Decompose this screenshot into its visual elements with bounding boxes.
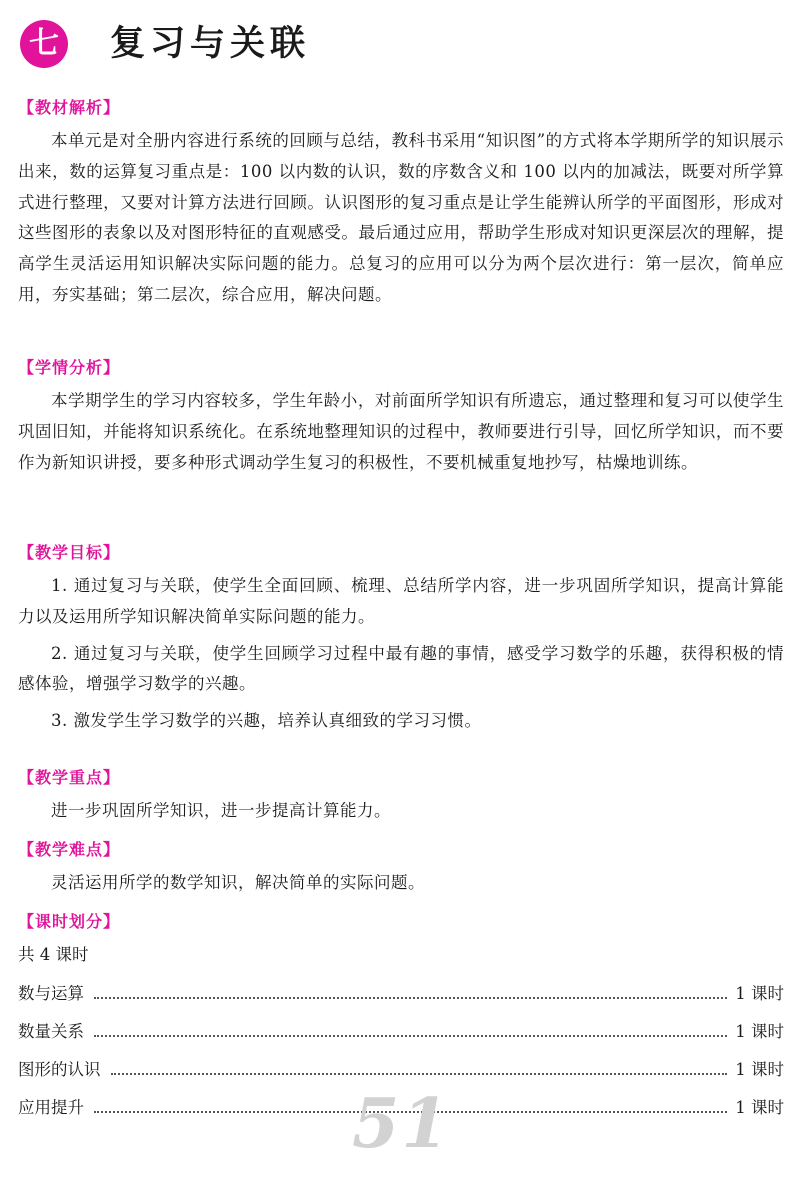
dot-leader [111,1073,728,1075]
schedule-row [18,1060,784,1080]
section-student-analysis [18,356,784,478]
section-difficulties [18,838,784,899]
section-heading: 【教学难点】 [18,840,121,859]
goal-item: 3. 激发学生学习数学的兴趣，培养认真细致的学习习惯。 [51,711,482,731]
schedule-row-hours: 1 课时 [735,1060,784,1079]
chapter-title: 复习与关联 [110,24,311,64]
section-key-points [18,766,784,827]
section-textbook-analysis [18,96,784,311]
schedule-row-hours: 1 课时 [735,1022,784,1041]
section-teaching-goals [18,541,784,737]
schedule-row-title: 数量关系 [18,1022,84,1041]
dot-leader [94,997,727,999]
schedule-row [18,1022,784,1042]
schedule-row-title: 应用提升 [18,1098,84,1117]
section-paragraph: 灵活运用所学的数学知识，解决简单的实际问题。 [51,873,425,892]
schedule-row-title: 图形的认识 [18,1060,101,1079]
goal-item: 2. 通过复习与关联，使学生回顾学习过程中最有趣的事情，感受学习数学的乐趣，获得积极的情感体验，增强学习数学的兴趣。 [18,643,784,694]
schedule-row-hours: 1 课时 [735,1098,784,1117]
schedule-row-title: 数与运算 [18,984,84,1003]
chapter-header [20,16,780,70]
dot-leader [94,1035,727,1037]
section-paragraph: 本单元是对全册内容进行系统的回顾与总结，教科书采用“知识图”的方式将本学期所学的知识展示出来，数的运算复习重点是：100 以内数的认识，数的序数含义和 100 以内的加减法，既要对所学算式进行整理，又要对计算方法进行回顾。认识图形的复习重点是让学生能辨认所学的平面图形，形成对这些图形的表象以及对图形特征的直观感受。最后通过应用，帮助学生形成对知识更深层次的理解，提高学生灵活运用知识解决实际问题的能力。总复习的应用可以分为两个层次进行：第一层次，简单应用，夯实基础；第二层次，综合应用，解决问题。 [18,131,784,304]
chapter-number-badge: 七 [20,20,68,68]
section-heading: 【教学重点】 [18,768,121,787]
total-hours: 共 4 课时 [18,945,89,964]
section-heading: 【教学目标】 [18,543,121,562]
section-heading: 【课时划分】 [18,912,121,931]
section-paragraph: 本学期学生的学习内容较多，学生年龄小，对前面所学知识有所遗忘，通过整理和复习可以使学生巩固旧知，并能将知识系统化。在系统地整理知识的过程中，教师要进行引导，回忆所学知识，而不要作为新知识讲授，要多种形式调动学生复习的积极性，不要机械重复地抄写，枯燥地训练。 [18,391,784,472]
goal-item: 1. 通过复习与关联，使学生全面回顾、梳理、总结所学内容，进一步巩固所学知识，提高计算能力以及运用所学知识解决简单实际问题的能力。 [18,576,784,626]
section-heading: 【学情分析】 [18,358,121,377]
schedule-row [18,984,784,1004]
page-number: 51 [352,1084,451,1164]
section-heading: 【教材解析】 [18,98,121,117]
section-paragraph: 进一步巩固所学知识，进一步提高计算能力。 [51,801,391,820]
schedule-row-hours: 1 课时 [735,984,784,1003]
